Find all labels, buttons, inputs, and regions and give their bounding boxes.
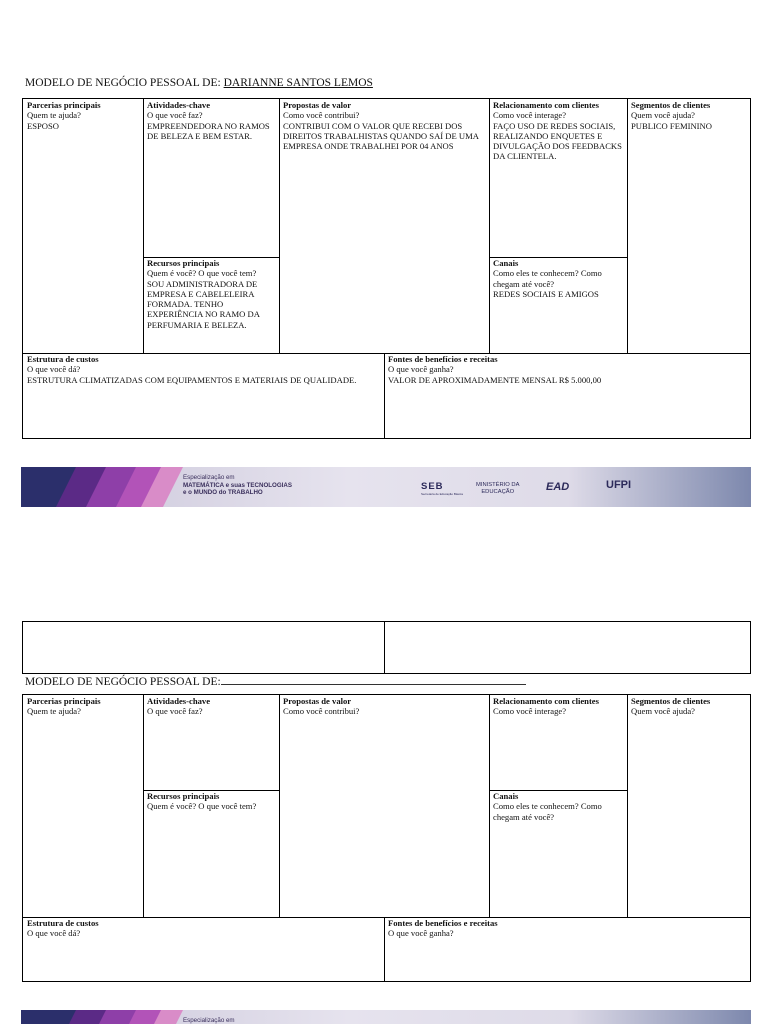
cell-answer: ESTRUTURA CLIMATIZADAS COM EQUIPAMENTOS E MATERIAIS DE QUALIDADE. [27,374,357,385]
cell-heading: Estrutura de custos [27,918,99,928]
page-title [25,674,526,688]
title-label: MODELO DE NEGÓCIO PESSOAL DE: [25,77,221,89]
cell-question: Quem te ajuda? [27,706,81,717]
cell-custos [23,917,384,981]
cell-propostas [279,99,489,353]
cell-canais [489,257,627,353]
cell-heading: Estrutura de custos [27,354,99,364]
cell-heading: Fontes de benefícios e receitas [388,918,498,928]
cell-heading: Segmentos de clientes [631,100,711,110]
cell-relacionamento [489,99,627,257]
cell-question: O que você ganha? [388,364,454,375]
seb-logo: SEB [421,481,444,492]
cell-question: Quem você ajuda? [631,706,695,717]
cell-question: O que você dá? [27,364,81,375]
course-name [183,474,292,497]
cell-question: Como você contribui? [283,110,360,121]
cell-question: Como você contribui? [283,706,360,717]
cell-heading: Propostas de valor [283,696,352,706]
course-banner [21,1010,751,1024]
ministerio-logo [476,482,519,496]
ufpi-logo: UFPI [606,479,632,491]
course-banner [21,467,751,507]
cell-question: Quem é você? O que você tem? [147,268,257,279]
previous-page-box [22,621,751,674]
cell-question: Como eles te conhecem? Como chegam até você? [493,801,602,822]
cell-heading: Atividades-chave [147,100,211,110]
cell-parcerias [23,99,143,353]
cell-atividades [143,695,279,790]
cell-question: Quem te ajuda? [27,110,81,121]
title-label: MODELO DE NEGÓCIO PESSOAL DE: [25,676,221,688]
page-title [25,77,373,89]
cell-heading: Relacionamento com clientes [493,100,599,110]
cell-question: Como eles te conhecem? Como chegam até você? [493,268,602,289]
ministerio-line: MINISTÉRIO DA [476,482,520,488]
cell-question: Como você interage? [493,706,567,717]
cell-custos [23,353,384,438]
course-line: Especialização em [183,1017,235,1024]
ministerio-line: EDUCAÇÃO [481,489,515,495]
cell-question: Quem é você? O que você tem? [147,801,257,812]
cell-answer: CONTRIBUI COM O VALOR QUE RECEBI DOS DIREITOS TRABALHISTAS QUANDO SAÍ DE UMA EMPRESA ONDE TRABALHEI POR 04 ANOS [283,120,479,152]
cell-propostas [279,695,489,917]
cell-answer: SOU ADMINISTRADORA DE EMPRESA E CABELELEIRA FORMADA. TENHO EXPERIÊNCIA NO RAMO DA PERFUMARIA E BELEZA. [147,278,260,330]
cell-relacionamento [489,695,627,790]
cell-answer: EMPREENDEDORA NO RAMOS DE BELEZA E BEM ESTAR. [147,120,270,141]
cell-heading: Parcerias principais [27,696,101,706]
cell-question: O que você faz? [147,110,203,121]
banner-stripes-graphic [21,1010,201,1024]
cell-heading: Recursos principais [147,791,220,801]
cell-answer: FAÇO USO DE REDES SOCIAIS, REALIZANDO ENQUETES E DIVULGAÇÃO DOS FEEDBACKS DA CLIENTELA. [493,120,622,162]
cell-question: O que você ganha? [388,928,454,939]
ead-logo: EAD [546,481,570,493]
cell-heading: Recursos principais [147,258,220,268]
course-name [183,1017,235,1024]
course-line: Especialização em [183,474,235,481]
cell-question: Como você interage? [493,110,567,121]
seb-subtitle: Secretaria de Educação Básica [421,492,463,496]
cell-heading: Segmentos de clientes [631,696,711,706]
cell-heading: Canais [493,258,519,268]
cell-segmentos [627,99,750,353]
name-blank-line [221,674,526,685]
course-line: MATEMÁTICA e suas TECNOLOGIAS [183,481,292,489]
cell-canais [489,790,627,917]
cell-recursos [143,257,279,353]
cell-fontes [384,917,750,981]
cell-heading: Fontes de benefícios e receitas [388,354,498,364]
cell-segmentos [627,695,750,917]
cell-heading: Canais [493,791,519,801]
business-model-canvas [22,98,751,439]
cell-fontes [384,353,750,438]
cell-heading: Propostas de valor [283,100,352,110]
cell-answer: REDES SOCIAIS E AMIGOS [493,288,599,299]
cell-answer: ESPOSO [27,120,59,131]
cell-recursos [143,790,279,917]
cell-heading: Atividades-chave [147,696,211,706]
cell-heading: Parcerias principais [27,100,101,110]
cell-answer: VALOR DE APROXIMADAMENTE MENSAL R$ 5.000,00 [388,374,602,385]
cell-answer: PUBLICO FEMININO [631,120,712,131]
cell-atividades [143,99,279,257]
cell-heading: Relacionamento com clientes [493,696,599,706]
banner-stripes-graphic [21,467,201,507]
divider [384,622,385,673]
cell-question: O que você dá? [27,928,81,939]
course-line: e o MUNDO do TRABALHO [183,489,263,497]
business-model-canvas-blank [22,694,751,982]
cell-question: O que você faz? [147,706,203,717]
owner-name: DARIANNE SANTOS LEMOS [223,77,373,89]
cell-parcerias [23,695,143,917]
cell-question: Quem você ajuda? [631,110,695,121]
